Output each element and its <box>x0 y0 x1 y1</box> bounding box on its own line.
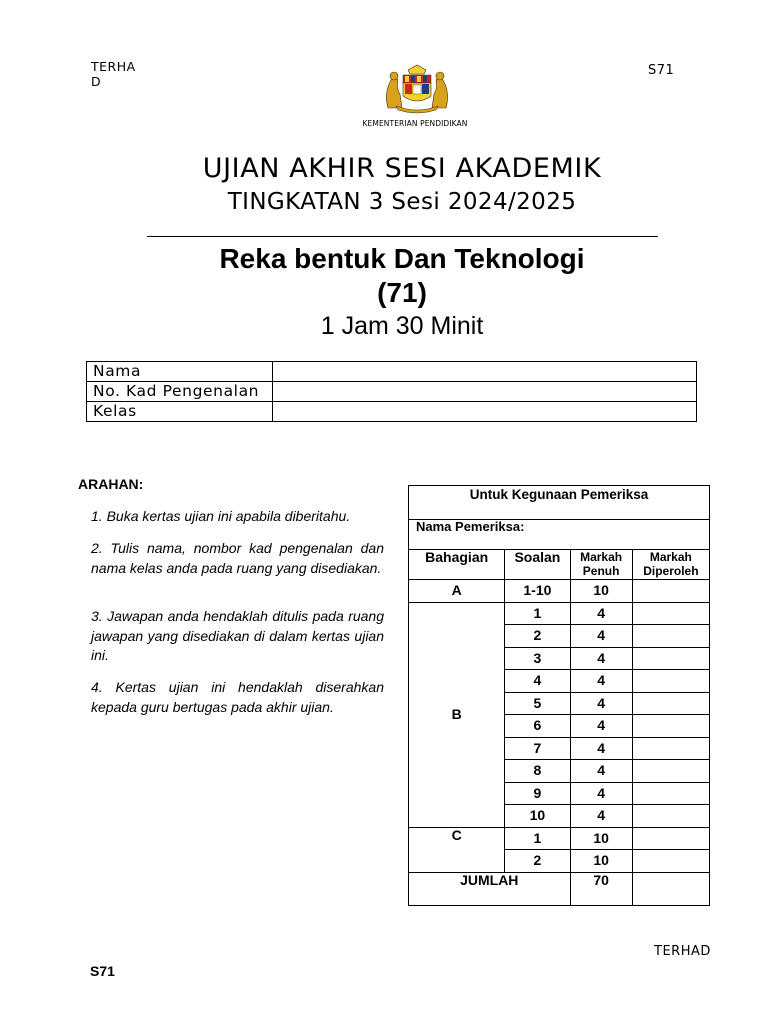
question-number: 2 <box>505 625 570 648</box>
obtained-marks-cell[interactable] <box>632 782 709 805</box>
question-number: 2 <box>505 850 570 873</box>
exam-duration: 1 Jam 30 Minit <box>320 312 484 340</box>
info-row-class <box>87 402 697 422</box>
full-marks: 4 <box>570 715 632 738</box>
col-header-section: Bahagian <box>409 550 505 580</box>
question-number: 8 <box>505 760 570 783</box>
question-number: 1 <box>505 827 570 850</box>
question-number: 9 <box>505 782 570 805</box>
full-marks: 10 <box>570 580 632 603</box>
examiner-name-field[interactable]: Nama Pemeriksa: <box>409 520 710 550</box>
info-field-kelas[interactable] <box>273 402 697 422</box>
full-marks: 4 <box>570 805 632 828</box>
obtained-marks-cell[interactable] <box>632 647 709 670</box>
table-row <box>409 602 710 625</box>
obtained-marks-cell[interactable] <box>632 737 709 760</box>
subject-block <box>0 242 768 310</box>
full-marks: 10 <box>570 850 632 873</box>
paper-code-top: S71 <box>648 63 675 78</box>
instructions-heading: ARAHAN: <box>78 476 144 492</box>
full-marks: 4 <box>570 782 632 805</box>
full-marks: 4 <box>570 760 632 783</box>
section-label: C <box>409 827 505 872</box>
obtained-marks-cell[interactable] <box>632 760 709 783</box>
full-marks: 4 <box>570 625 632 648</box>
obtained-marks-cell[interactable] <box>632 625 709 648</box>
question-number: 10 <box>505 805 570 828</box>
divider <box>147 236 658 237</box>
obtained-marks-cell[interactable] <box>632 850 709 873</box>
info-row-ic <box>87 382 697 402</box>
section-label: A <box>409 580 505 603</box>
subject-code: (71) <box>377 277 427 308</box>
full-marks: 4 <box>570 692 632 715</box>
obtained-marks-cell[interactable] <box>632 805 709 828</box>
info-field-ic[interactable] <box>273 382 697 402</box>
instruction-item: 4. Kertas ujian ini hendaklah diserahkan kepada guru bertugas pada akhir ujian. <box>91 679 384 715</box>
full-marks: 4 <box>570 737 632 760</box>
full-marks: 4 <box>570 602 632 625</box>
total-row <box>409 872 710 905</box>
question-number: 5 <box>505 692 570 715</box>
exam-title: UJIAN AKHIR SESI AKADEMIK <box>202 153 602 184</box>
total-label: JUMLAH <box>409 872 571 905</box>
paper-code-footer: S71 <box>90 963 115 979</box>
candidate-info-table <box>86 361 697 422</box>
question-number: 4 <box>505 670 570 693</box>
info-label-ic: No. Kad Pengenalan <box>87 382 273 402</box>
subject-name: Reka bentuk Dan Teknologi <box>219 243 585 274</box>
coat-of-arms-icon <box>376 64 458 114</box>
total-full-marks: 70 <box>570 872 632 905</box>
info-label-kelas: Kelas <box>87 402 273 422</box>
question-number: 3 <box>505 647 570 670</box>
exam-form-session: TINGKATAN 3 Sesi 2024/2025 <box>227 189 577 215</box>
classification-tag: TERHAD <box>91 59 136 89</box>
examiner-table <box>408 485 710 906</box>
info-field-nama[interactable] <box>273 362 697 382</box>
classification-tag-footer: TERHAD <box>654 944 711 959</box>
question-number: 6 <box>505 715 570 738</box>
full-marks: 10 <box>570 827 632 850</box>
col-header-obtained-marks: Markah Diperoleh <box>632 550 709 580</box>
col-header-question: Soalan <box>505 550 570 580</box>
table-row <box>409 580 710 603</box>
question-number: 7 <box>505 737 570 760</box>
total-obtained-cell[interactable] <box>632 872 709 905</box>
obtained-marks-cell[interactable] <box>632 602 709 625</box>
section-label: B <box>409 602 505 827</box>
obtained-marks-cell[interactable] <box>632 670 709 693</box>
question-number: 1 <box>505 602 570 625</box>
instruction-item: 3. Jawapan anda hendaklah ditulis pada ruang jawapan yang disediakan di dalam kertas ujian ini. <box>91 608 384 663</box>
examiner-table-title: Untuk Kegunaan Pemeriksa <box>409 486 710 520</box>
table-row <box>409 827 710 850</box>
col-header-full-marks: Markah Penuh <box>570 550 632 580</box>
ministry-name: KEMENTERIAN PENDIDIKAN <box>362 119 468 128</box>
info-row-name <box>87 362 697 382</box>
full-marks: 4 <box>570 670 632 693</box>
instruction-item: 1. Buka kertas ujian ini apabila diberitahu. <box>91 508 351 524</box>
obtained-marks-cell[interactable] <box>632 580 709 603</box>
question-number: 1-10 <box>505 580 570 603</box>
info-label-nama: Nama <box>87 362 273 382</box>
instruction-item: 2. Tulis nama, nombor kad pengenalan dan nama kelas anda pada ruang yang disediakan. <box>91 540 384 576</box>
obtained-marks-cell[interactable] <box>632 715 709 738</box>
obtained-marks-cell[interactable] <box>632 692 709 715</box>
full-marks: 4 <box>570 647 632 670</box>
obtained-marks-cell[interactable] <box>632 827 709 850</box>
